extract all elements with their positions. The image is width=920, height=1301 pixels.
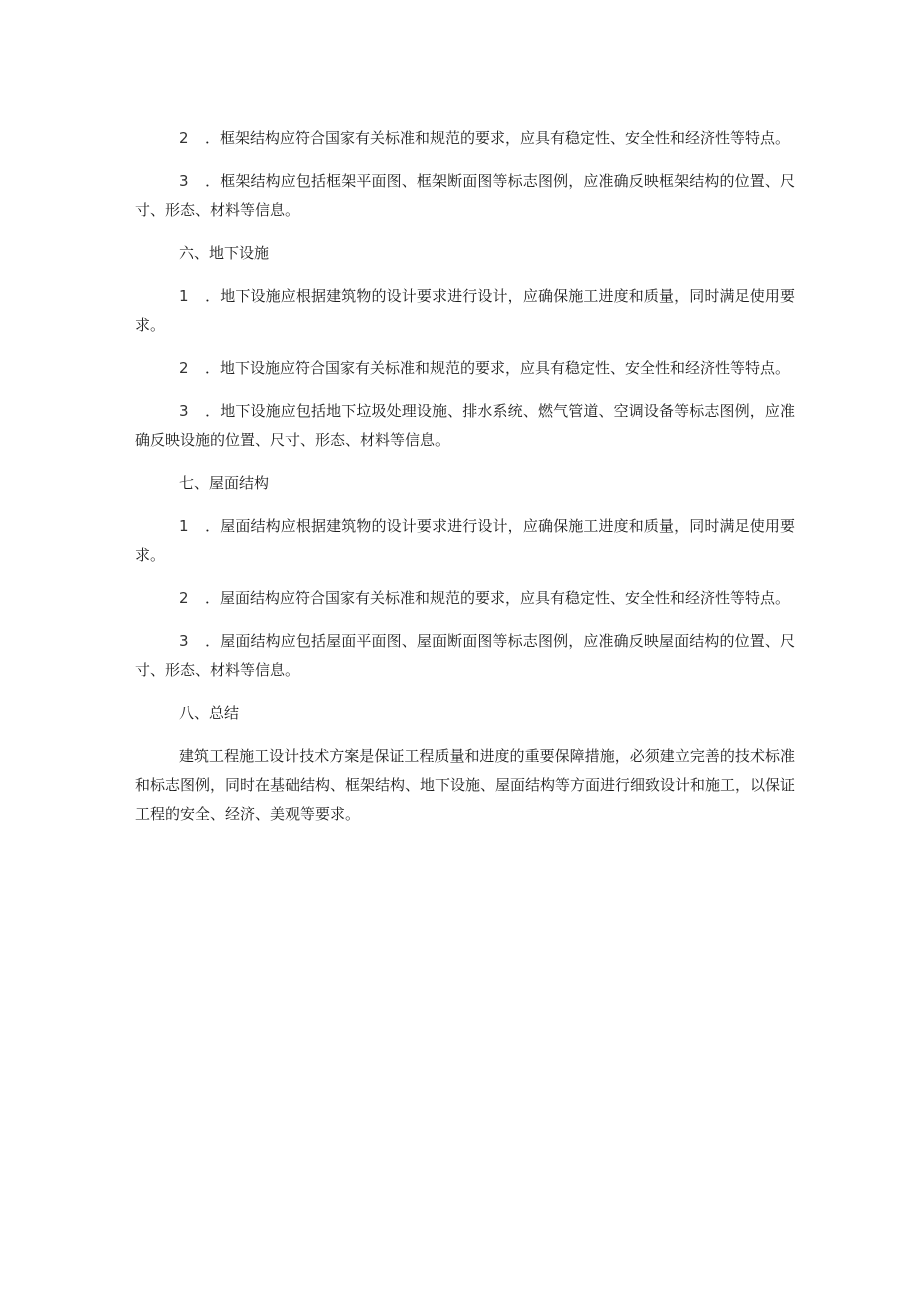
- section-heading-summary: 八、总结: [179, 704, 240, 722]
- frame-item-3: [135, 167, 795, 225]
- item-text: ．地下设施应包括地下垃圾处理设施、排水系统、燃气管道、空调设备等标志图例，应准确反映设施的位置、尺寸、形态、材料等信息。: [135, 402, 795, 449]
- underground-item-1: [135, 282, 795, 340]
- item-text: ．框架结构应包括框架平面图、框架断面图等标志图例，应准确反映框架结构的位置、尺寸、形态、材料等信息。: [135, 172, 795, 219]
- roof-item-2: [135, 584, 795, 613]
- item-number: 2: [179, 589, 189, 607]
- underground-item-2: [135, 354, 795, 383]
- item-number: 1: [179, 287, 189, 305]
- frame-item-2: [135, 124, 795, 153]
- item-text: ．地下设施应符合国家有关标准和规范的要求，应具有稳定性、安全性和经济性等特点。: [205, 359, 791, 377]
- section-heading-underground: 六、地下设施: [179, 244, 270, 262]
- item-number: 2: [179, 359, 189, 377]
- item-number: 3: [179, 402, 189, 420]
- roof-item-3: [135, 627, 795, 685]
- item-text: ．屋面结构应根据建筑物的设计要求进行设计，应确保施工进度和质量，同时满足使用要求。: [135, 517, 795, 564]
- item-number: 1: [179, 517, 189, 535]
- underground-item-3: [135, 397, 795, 455]
- item-number: 3: [179, 632, 189, 650]
- roof-item-1: [135, 512, 795, 570]
- item-number: 3: [179, 172, 189, 190]
- item-text: ．框架结构应符合国家有关标准和规范的要求，应具有稳定性、安全性和经济性等特点。: [205, 129, 791, 147]
- document-body: [135, 124, 795, 829]
- summary-paragraph: 建筑工程施工设计技术方案是保证工程质量和进度的重要保障措施，必须建立完善的技术标准和标志图例，同时在基础结构、框架结构、地下设施、屋面结构等方面进行细致设计和施工，以保证工程的安全、经济、美观等要求。: [135, 747, 796, 823]
- item-number: 2: [179, 129, 189, 147]
- item-text: ．屋面结构应符合国家有关标准和规范的要求，应具有稳定性、安全性和经济性等特点。: [205, 589, 791, 607]
- item-text: ．地下设施应根据建筑物的设计要求进行设计，应确保施工进度和质量，同时满足使用要求。: [135, 287, 795, 334]
- section-heading-roof: 七、屋面结构: [179, 474, 270, 492]
- item-text: ．屋面结构应包括屋面平面图、屋面断面图等标志图例，应准确反映屋面结构的位置、尺寸、形态、材料等信息。: [135, 632, 795, 679]
